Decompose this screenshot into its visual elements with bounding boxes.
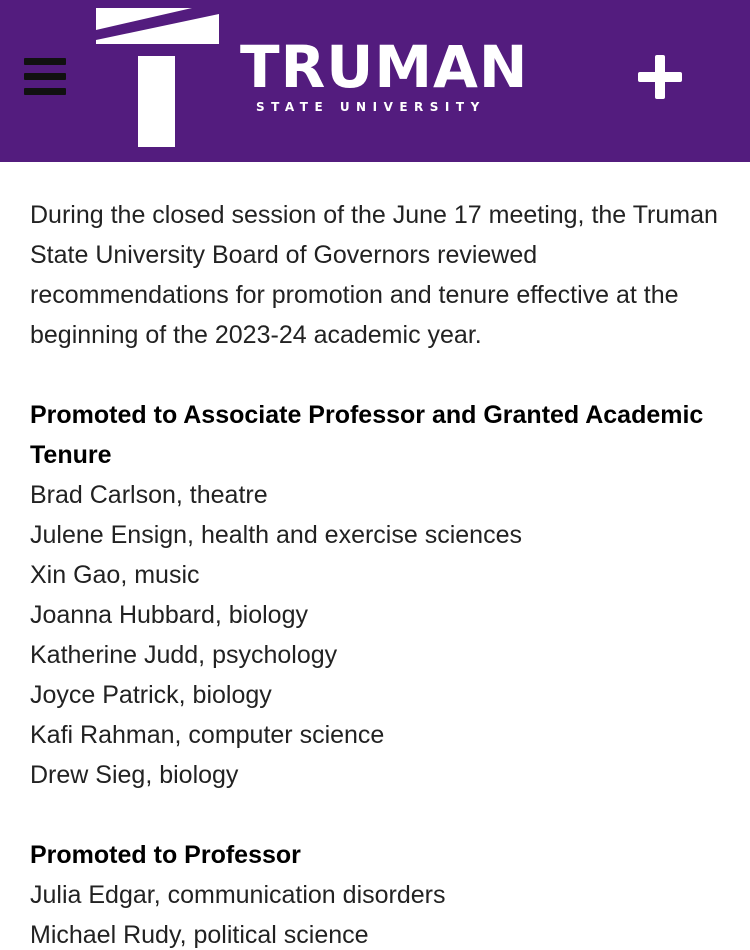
associate-professor-list [30, 475, 720, 795]
site-header [0, 0, 750, 162]
section-heading-associate-professor: Promoted to Associate Professor and Granted Academic Tenure [30, 401, 704, 469]
logo-tagline: STATE UNIVERSITY [256, 100, 486, 114]
list-item: Joyce Patrick, biology [30, 681, 272, 709]
truman-t-logo-icon [96, 8, 226, 150]
site-logo-link[interactable] [96, 8, 536, 150]
list-item: Drew Sieg, biology [30, 761, 239, 789]
expand-button[interactable] [638, 55, 682, 99]
list-item: Kafi Rahman, computer science [30, 721, 385, 749]
professor-list [30, 875, 720, 950]
list-item: Joanna Hubbard, biology [30, 601, 308, 629]
list-item: Katherine Judd, psychology [30, 641, 338, 669]
list-item: Julia Edgar, communication disorders [30, 881, 446, 909]
list-item: Brad Carlson, theatre [30, 481, 268, 509]
logo-wordmark: TRUMAN [240, 33, 529, 101]
menu-button[interactable] [24, 58, 66, 96]
list-item: Michael Rudy, political science [30, 921, 369, 949]
section-heading-professor: Promoted to Professor [30, 841, 301, 869]
list-item: Xin Gao, music [30, 561, 200, 589]
article-body [0, 162, 750, 950]
list-item: Julene Ensign, health and exercise sciences [30, 521, 522, 549]
article-intro: During the closed session of the June 17 meeting, the Truman State University Board of Governors reviewed recommendations for promotion and tenure effective at the beginning of the 2023-24 academic year. [30, 201, 718, 349]
